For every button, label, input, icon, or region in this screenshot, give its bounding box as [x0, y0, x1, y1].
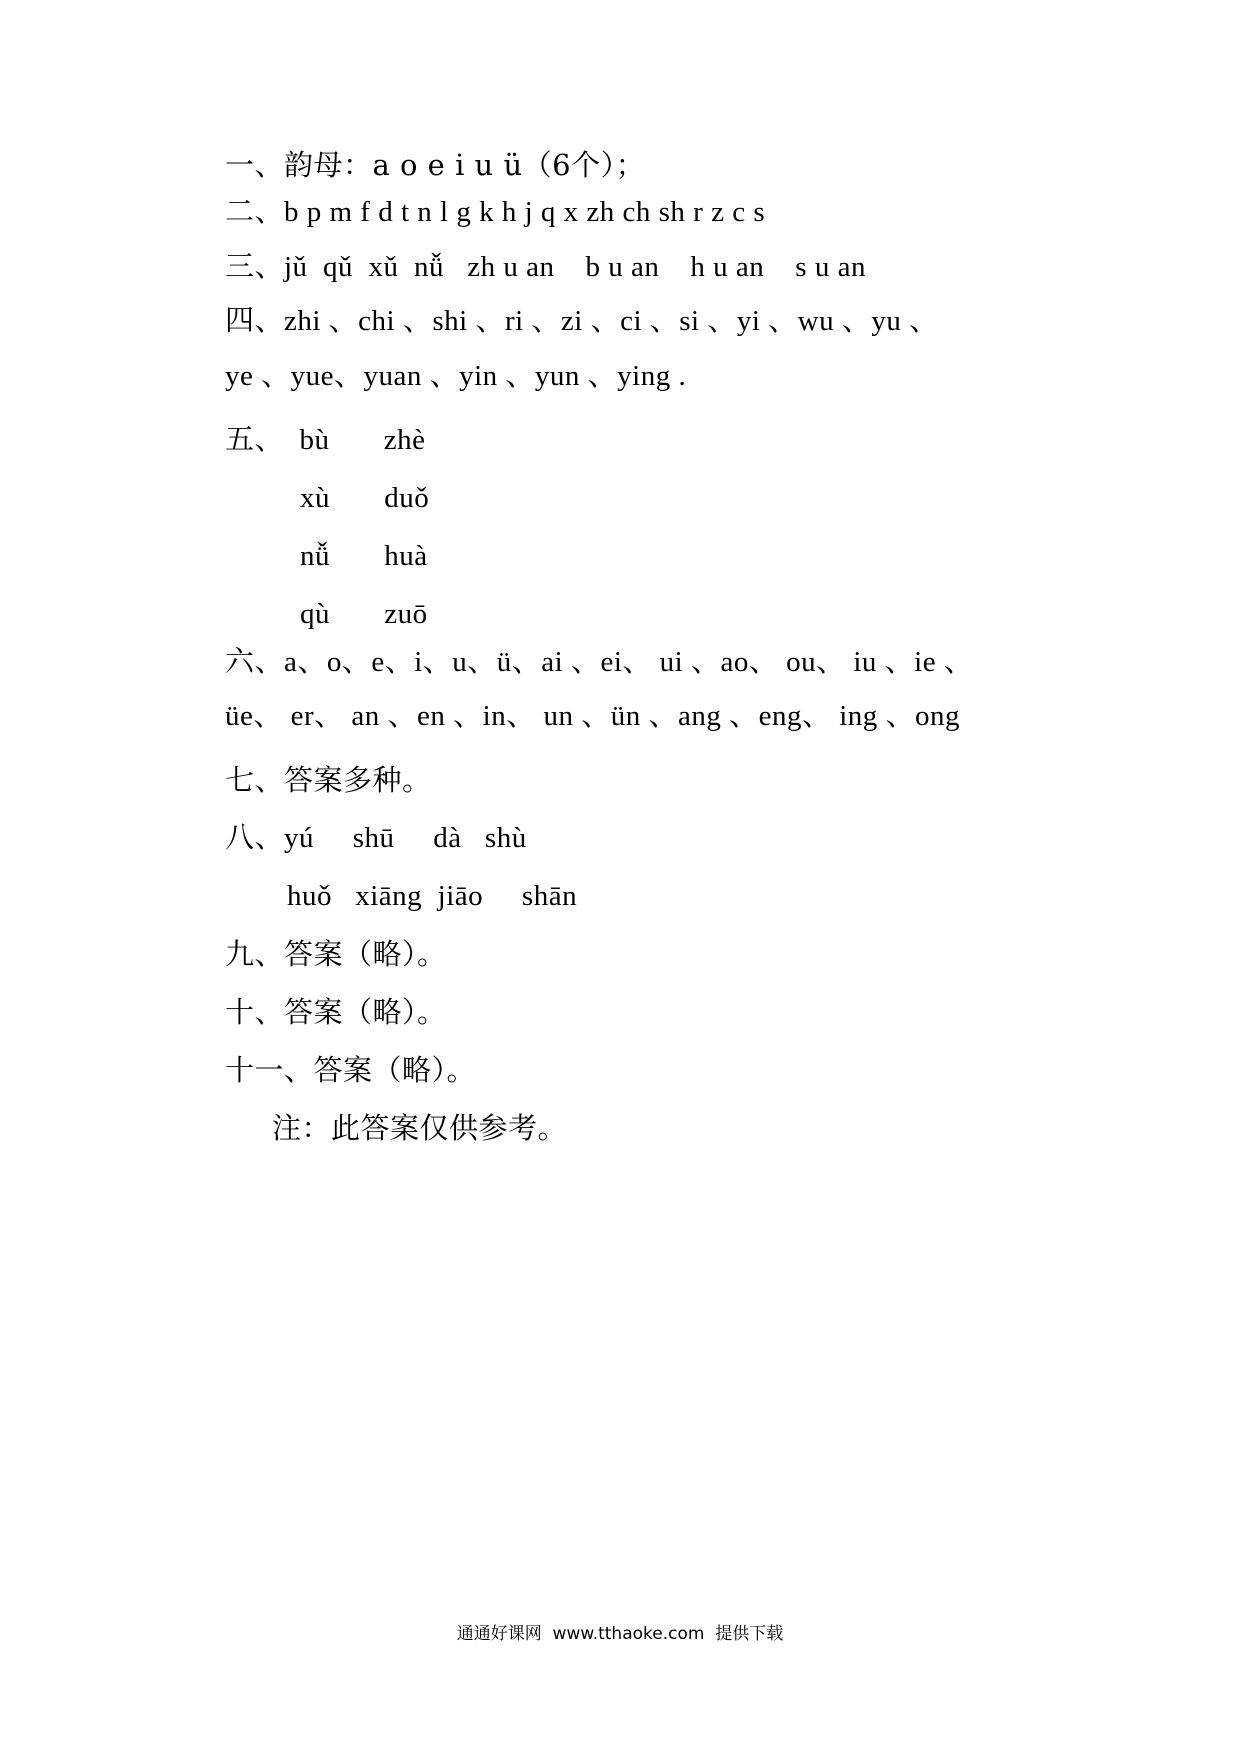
- answer-1: 一、韵母：a o e i u ü（6个）；: [225, 148, 646, 182]
- answer-8-line-1: 八、yú shū dà shù: [225, 822, 527, 854]
- answer-2: 二、b p m f d t n l g k h j q x zh ch sh r z c s: [225, 196, 766, 228]
- answer-9: 九、答案（略）。: [225, 937, 447, 971]
- footer-source: 通通好课网 www.tthaoke.com 提供下载: [456, 1624, 784, 1644]
- answer-10: 十、答案（略）。: [225, 995, 447, 1029]
- answer-7: 七、答案多种。: [225, 763, 432, 797]
- answer-6-line-1: 六、a、o、e、i、u、ü、ai 、ei、 ui 、ao、 ou、 iu 、ie 、: [225, 646, 974, 678]
- answer-5-row-3: nǚ huà: [300, 540, 428, 572]
- answer-4-line-2: ye 、yue、yuan 、yin 、yun 、ying .: [225, 360, 687, 392]
- answer-8-line-2: huǒ xiāng jiāo shān: [287, 880, 578, 912]
- answer-3: 三、jǔ qǔ xǔ nǚ zh u an b u an h u an s u an: [225, 251, 866, 283]
- answer-4-line-1: 四、zhi 、chi 、shi 、ri 、zi 、ci 、si 、yi 、wu 、yu 、: [225, 305, 939, 337]
- answer-6-line-2: üe、 er、 an 、en 、in、 un 、ün 、ang 、eng、 ing 、ong: [225, 700, 961, 732]
- answer-5-row-1: 五、 bù zhè: [225, 424, 426, 456]
- answer-5-row-4: qù zuō: [300, 598, 428, 630]
- answer-5-row-2: xù duǒ: [300, 482, 430, 514]
- answer-11: 十一、答案（略）。: [225, 1053, 477, 1087]
- note: 注：此答案仅供参考。: [272, 1111, 568, 1145]
